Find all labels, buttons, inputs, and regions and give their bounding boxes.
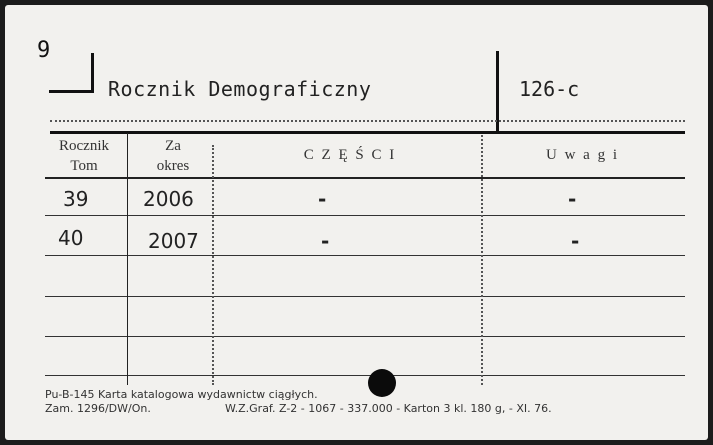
row2-okres: 2007 (148, 229, 199, 253)
header-uwagi: U w a g i (546, 147, 619, 163)
row1-okres: 2006 (143, 187, 194, 211)
header-divider (496, 51, 499, 131)
corner-bracket-horizontal (49, 90, 94, 93)
row1-tom: 39 (63, 187, 89, 211)
row2-czesci: - (321, 229, 330, 253)
call-number: 126-c (519, 77, 580, 101)
column-rule (127, 133, 128, 385)
row2-uwagi: - (571, 229, 580, 253)
corner-number: 9 (37, 38, 51, 63)
row1-czesci: - (318, 187, 327, 211)
card-title: Rocznik Demograficzny (108, 77, 372, 101)
column-rule-dotted (212, 145, 214, 385)
row-rule (45, 336, 685, 337)
footer-print-info: W.Z.Graf. Z-2 - 1067 - 337.000 - Karton 3 kl. 180 g, - XI. 76. (225, 402, 552, 415)
header-bottom-rule (45, 177, 685, 179)
row-rule (45, 255, 685, 256)
row1-uwagi: - (568, 187, 577, 211)
row2-tom: 40 (58, 226, 84, 250)
punch-hole (368, 369, 396, 397)
header-rocznik (43, 136, 125, 176)
footer-order-number: Zam. 1296/DW/On. (45, 402, 151, 415)
catalog-card (5, 5, 708, 440)
column-rule-dotted (481, 135, 483, 385)
header-za-line2: okres (156, 158, 190, 174)
corner-bracket-vertical (91, 53, 94, 93)
header-za-okres (133, 136, 213, 176)
row-rule (45, 215, 685, 216)
thick-rule (50, 131, 685, 134)
row-rule (45, 296, 685, 297)
row-rule (45, 375, 685, 376)
header-czesci: C Z Ę Ś C I (303, 147, 397, 163)
header-za-line1: Za (165, 138, 181, 154)
header-rocznik-line1: Rocznik (59, 138, 109, 154)
dotted-rule (50, 120, 685, 122)
footer-form-name: Pu-B-145 Karta katalogowa wydawnictw ciągłych. (45, 388, 318, 401)
header-rocznik-line2: Tom (70, 158, 98, 174)
